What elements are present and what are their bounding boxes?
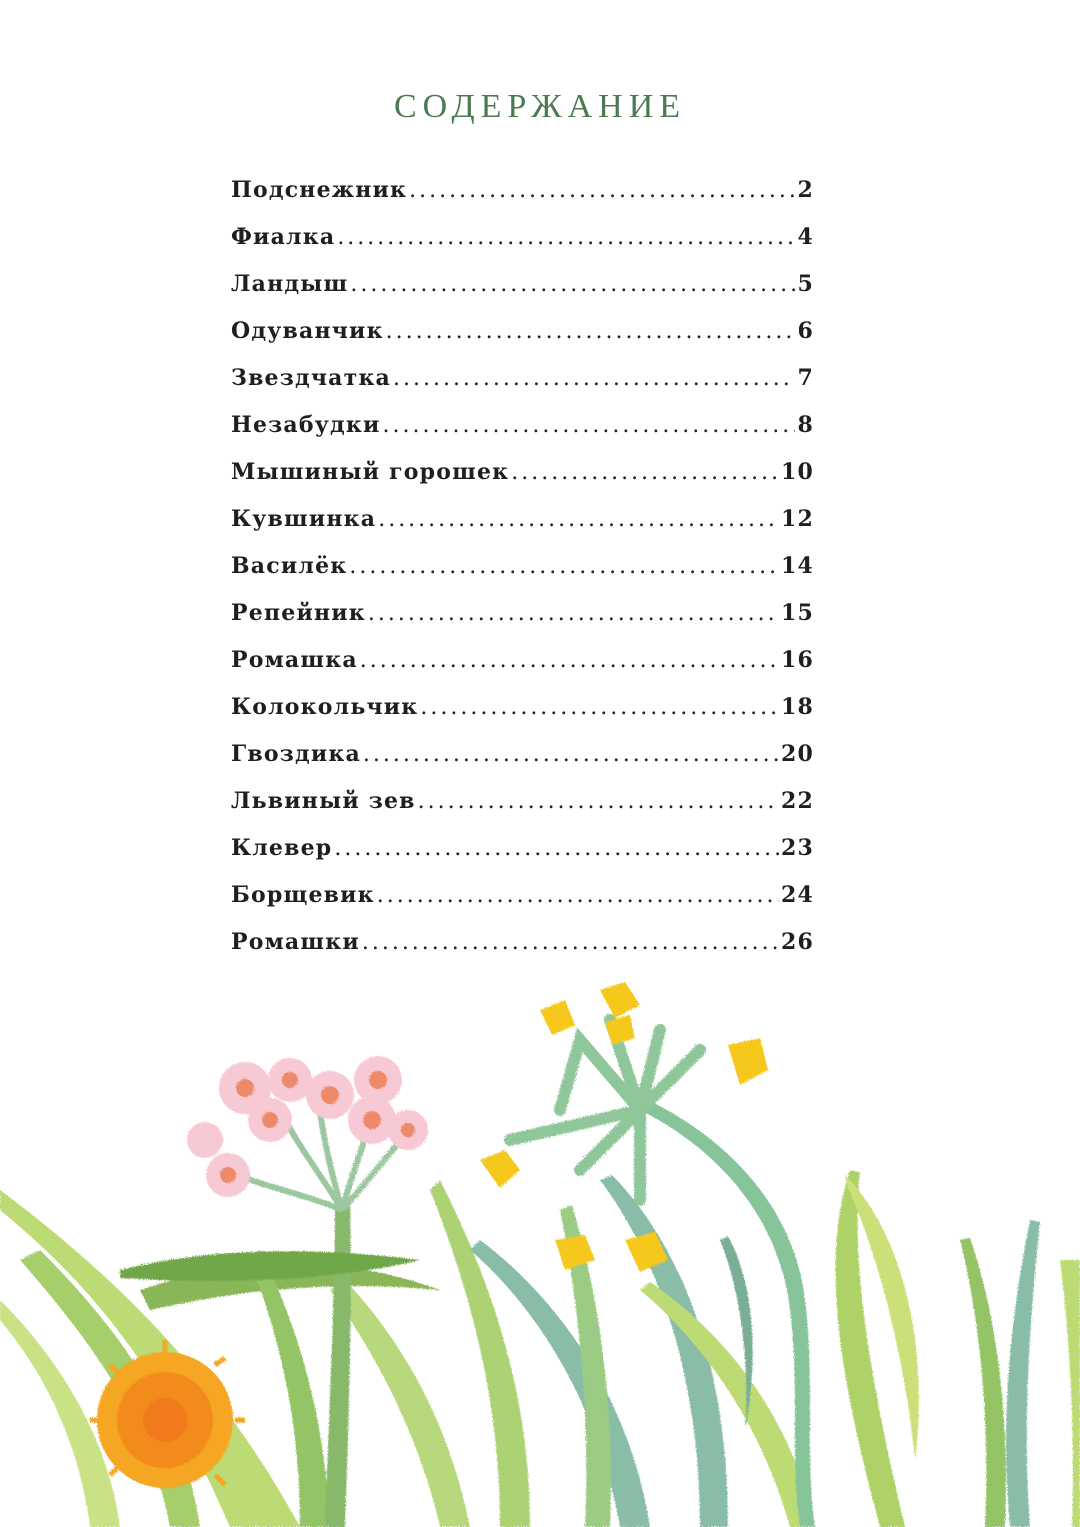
toc-entry[interactable] bbox=[231, 825, 814, 872]
toc-page-number: 5 bbox=[797, 271, 814, 297]
toc-page-number: 7 bbox=[797, 365, 814, 391]
toc-page-number: 26 bbox=[780, 929, 814, 955]
toc-entry-title: Клевер bbox=[231, 835, 333, 861]
toc-page-number: 15 bbox=[780, 600, 814, 626]
toc-entry[interactable] bbox=[231, 872, 814, 919]
dot-leader bbox=[409, 167, 795, 214]
toc-entry-title: Гвоздика bbox=[231, 741, 361, 767]
toc-entry-title: Борщевик bbox=[231, 882, 375, 908]
dot-leader bbox=[383, 402, 796, 449]
page-title: СОДЕРЖАНИЕ bbox=[393, 88, 687, 125]
dot-leader bbox=[511, 449, 779, 496]
toc-page-number: 6 bbox=[797, 318, 814, 344]
toc-entry[interactable] bbox=[231, 543, 814, 590]
dot-leader bbox=[378, 496, 779, 543]
dot-leader bbox=[420, 684, 779, 731]
dot-leader bbox=[337, 214, 795, 261]
toc-page-number: 18 bbox=[780, 694, 814, 720]
toc-page-number: 12 bbox=[780, 506, 814, 532]
toc-entry-title: Репейник bbox=[231, 600, 366, 626]
toc-entry[interactable] bbox=[231, 590, 814, 637]
dot-leader bbox=[386, 308, 796, 355]
toc-entry-title: Колокольчик bbox=[231, 694, 419, 720]
dot-leader bbox=[363, 731, 779, 778]
toc-page-number: 10 bbox=[780, 459, 814, 485]
toc-entry-title: Мышиный горошек bbox=[231, 459, 510, 485]
toc-page-number: 22 bbox=[780, 788, 814, 814]
toc-entry-title: Фиалка bbox=[231, 224, 336, 250]
toc-entry-title: Подснежник bbox=[231, 177, 408, 203]
toc-page-number: 23 bbox=[780, 835, 814, 861]
toc-entry[interactable] bbox=[231, 637, 814, 684]
toc-entry[interactable] bbox=[231, 355, 814, 402]
dot-leader bbox=[349, 543, 779, 590]
table-of-contents bbox=[231, 167, 814, 966]
meadow-illustration bbox=[0, 960, 1080, 1527]
toc-entry[interactable] bbox=[231, 496, 814, 543]
dot-leader bbox=[377, 872, 779, 919]
toc-entry-title: Незабудки bbox=[231, 412, 381, 438]
toc-page-number: 4 bbox=[797, 224, 814, 250]
toc-entry-title: Одуванчик bbox=[231, 318, 384, 344]
toc-entry-title: Ромашка bbox=[231, 647, 358, 673]
toc-entry[interactable] bbox=[231, 402, 814, 449]
dot-leader bbox=[334, 825, 779, 872]
toc-entry-title: Кувшинка bbox=[231, 506, 377, 532]
toc-entry-title: Ромашки bbox=[231, 929, 360, 955]
toc-entry[interactable] bbox=[231, 919, 814, 966]
toc-page-number: 20 bbox=[780, 741, 814, 767]
toc-page-number: 8 bbox=[797, 412, 814, 438]
toc-entry-title: Звездчатка bbox=[231, 365, 391, 391]
toc-page-number: 2 bbox=[797, 177, 814, 203]
toc-entry[interactable] bbox=[231, 778, 814, 825]
toc-entry-title: Львиный зев bbox=[231, 788, 416, 814]
toc-entry[interactable] bbox=[231, 449, 814, 496]
toc-page-number: 14 bbox=[780, 553, 814, 579]
toc-entry[interactable] bbox=[231, 731, 814, 778]
dot-leader bbox=[393, 355, 796, 402]
dot-leader bbox=[362, 919, 779, 966]
toc-page-number: 16 bbox=[780, 647, 814, 673]
toc-entry[interactable] bbox=[231, 167, 814, 214]
toc-entry[interactable] bbox=[231, 308, 814, 355]
dot-leader bbox=[368, 590, 779, 637]
toc-entry-title: Василёк bbox=[231, 553, 348, 579]
dot-leader bbox=[360, 637, 779, 684]
toc-entry[interactable] bbox=[231, 214, 814, 261]
toc-entry-title: Ландыш bbox=[231, 271, 349, 297]
dot-leader bbox=[350, 261, 795, 308]
dot-leader bbox=[418, 778, 779, 825]
toc-entry[interactable] bbox=[231, 684, 814, 731]
toc-entry[interactable] bbox=[231, 261, 814, 308]
toc-page-number: 24 bbox=[780, 882, 814, 908]
